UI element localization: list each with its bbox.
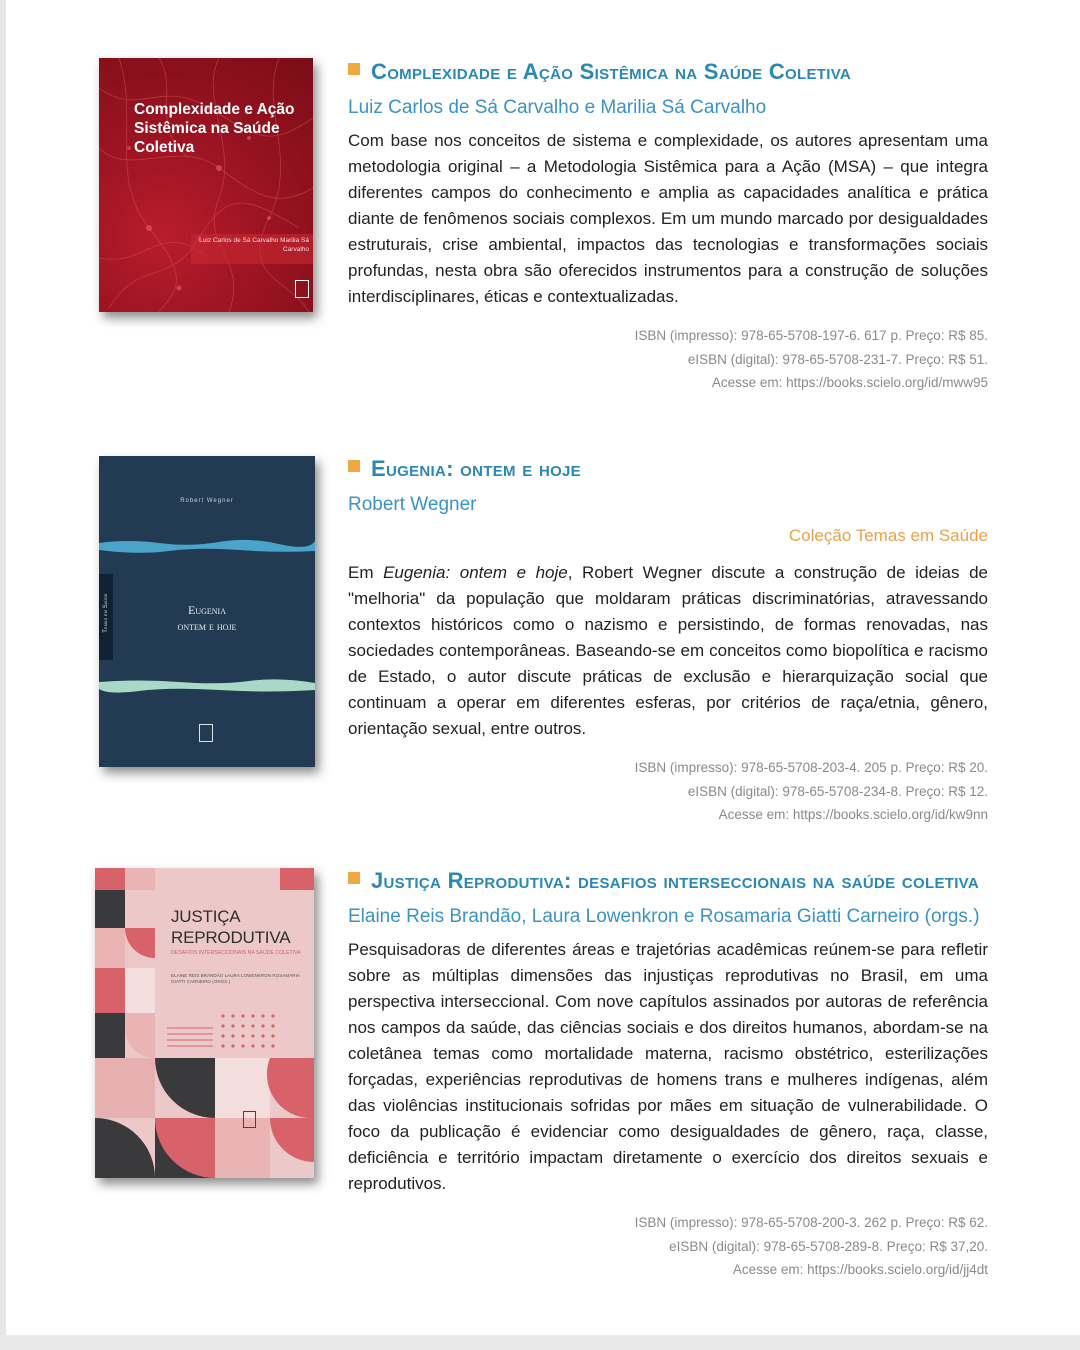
access-link[interactable]: Acesse em: https://books.scielo.org/id/jj4dt xyxy=(732,1262,988,1277)
cover-author: Robert Wegner xyxy=(180,498,234,504)
isbn-print: ISBN (impresso): 978-65-5708-200-3. 262 p. Preço: R$ 62. xyxy=(634,1215,988,1230)
book-cover-justica[interactable] xyxy=(95,868,314,1178)
isbn-digital: eISBN (digital): 978-65-5708-234-8. Preço: R$ 12. xyxy=(687,783,988,799)
cover-title: Complexidade e Ação Sistêmica na Saúde Coletiva xyxy=(134,101,295,156)
book-title[interactable] xyxy=(348,57,988,87)
cover-title: JUSTIÇA REPRODUTIVA xyxy=(171,907,291,947)
publisher-logo-icon xyxy=(199,724,213,742)
cover-subtitle: DESAFIOS INTERSECCIONAIS NA SAÚDE COLETIVA xyxy=(171,950,301,956)
page-edge xyxy=(0,0,6,1335)
book-meta xyxy=(348,756,988,827)
isbn-print: ISBN (impresso): 978-65-5708-197-6. 617 p. Preço: R$ 85. xyxy=(634,328,988,343)
cover-title: Eugenia ontem e hoje xyxy=(177,603,237,633)
isbn-digital: eISBN (digital): 978-65-5708-289-8. Preço: R$ 37,20. xyxy=(669,1238,988,1254)
book-meta xyxy=(348,324,988,395)
access-link[interactable]: Acesse em: https://books.scielo.org/id/mww95 xyxy=(711,375,988,390)
isbn-digital: eISBN (digital): 978-65-5708-231-7. Preço: R$ 51. xyxy=(687,351,988,367)
cover-stripe-mint xyxy=(99,678,315,694)
book-title[interactable] xyxy=(348,866,988,896)
book-cover-complexidade[interactable] xyxy=(99,58,313,312)
cover-series-band: Temas em Saúde xyxy=(99,574,113,660)
cover-stripe-blue xyxy=(99,538,315,554)
book-content xyxy=(348,454,988,827)
book-title-text: Complexidade e Ação Sistêmica na Saúde Coletiva xyxy=(371,59,852,84)
book-description: Em Eugenia: ontem e hoje, Robert Wegner discute a construção de ideias de "melhoria" da população que moldaram práticas discriminatórias, atravessando contextos históricos como o nazismo e persistindo, de formas renovadas, nas sociedades contemporâneas. Baseando-se em conceitos como biopolítica e racismo de Estado, o autor discute práticas de exclusão e hierarquização social que continuam a operar em diferentes esferas, por critérios de raça/etnia, gênero, orientação sexual, entre outros. xyxy=(348,563,988,738)
publisher-logo-icon xyxy=(243,1111,256,1128)
book-meta xyxy=(348,1211,988,1282)
book-description: Pesquisadoras de diferentes áreas e trajetórias acadêmicas reúnem-se para refletir sobre as múltiplas dimensões das injustiças reprodutivas no Brasil, em uma perspectiva interseccional. Com nove capítulos assinados por autoras de referência nos campos da saúde, das ciências sociais e dos direitos humanos, abordam-se na coletânea temas como mortalidade materna, racismo obstétrico, esterilizações forçadas, experiências reprodutivas de homens trans e mulheres indígenas, além das violências institucionais sofridas por mães em situação de vulnerabilidade. O foco da publicação é evidenciar como desigualdades de gênero, raça, classe, deficiência e território impactam diretamente o exercício dos direitos sexuais e reprodutivos. xyxy=(348,940,988,1193)
bullet-square-icon xyxy=(348,63,360,75)
access-link[interactable]: Acesse em: https://books.scielo.org/id/kw9nn xyxy=(718,807,988,822)
book-authors: Elaine Reis Brandão, Laura Lowenkron e Rosamaria Giatti Carneiro (orgs.) xyxy=(348,906,980,927)
book-authors: Robert Wegner xyxy=(348,494,477,515)
book-content xyxy=(348,866,988,1282)
book-title-text: Eugenia: ontem e hoje xyxy=(371,456,581,481)
bullet-square-icon xyxy=(348,872,360,884)
book-title-text: Justiça Reprodutiva: desafios interseccionais na saúde coletiva xyxy=(371,868,980,893)
book-description: Com base nos conceitos de sistema e complexidade, os autores apresentam uma metodologia original – a Metodologia Sistêmica para a Ação (MSA) – que integra diferentes campos do conhecimento e amplia as capacidades analítica e prática diante de fenômenos sociais complexos. Em um mundo marcado por desigualdades estruturais, crise ambiental, impactos das tecnologias e transformações sociais profundas, nesta obra são oferecidos instrumentos para a construção de soluções interdisciplinares, éticas e contextualizadas. xyxy=(348,131,988,306)
isbn-print: ISBN (impresso): 978-65-5708-203-4. 205 p. Preço: R$ 20. xyxy=(634,760,988,775)
publisher-logo-icon xyxy=(295,280,309,298)
description-italic-title: Eugenia: ontem e hoje xyxy=(383,563,568,582)
bullet-square-icon xyxy=(348,460,360,472)
book-cover-eugenia[interactable] xyxy=(99,456,315,767)
book-title[interactable] xyxy=(348,454,988,484)
book-content xyxy=(348,57,988,395)
page-bottom-edge xyxy=(0,1335,1080,1350)
cover-editors: ELAINE REIS BRANDÃO LAURA LOWENKRON ROSAMARIA GIATTI CARNEIRO (ORGS.) xyxy=(171,973,300,984)
book-authors: Luiz Carlos de Sá Carvalho e Marilia Sá Carvalho xyxy=(348,97,767,118)
book-collection: Coleção Temas em Saúde xyxy=(788,526,988,545)
cover-network-pattern xyxy=(99,58,313,312)
cover-authors: Luiz Carlos de Sá Carvalho Marilia Sá Carvalho xyxy=(199,237,309,253)
